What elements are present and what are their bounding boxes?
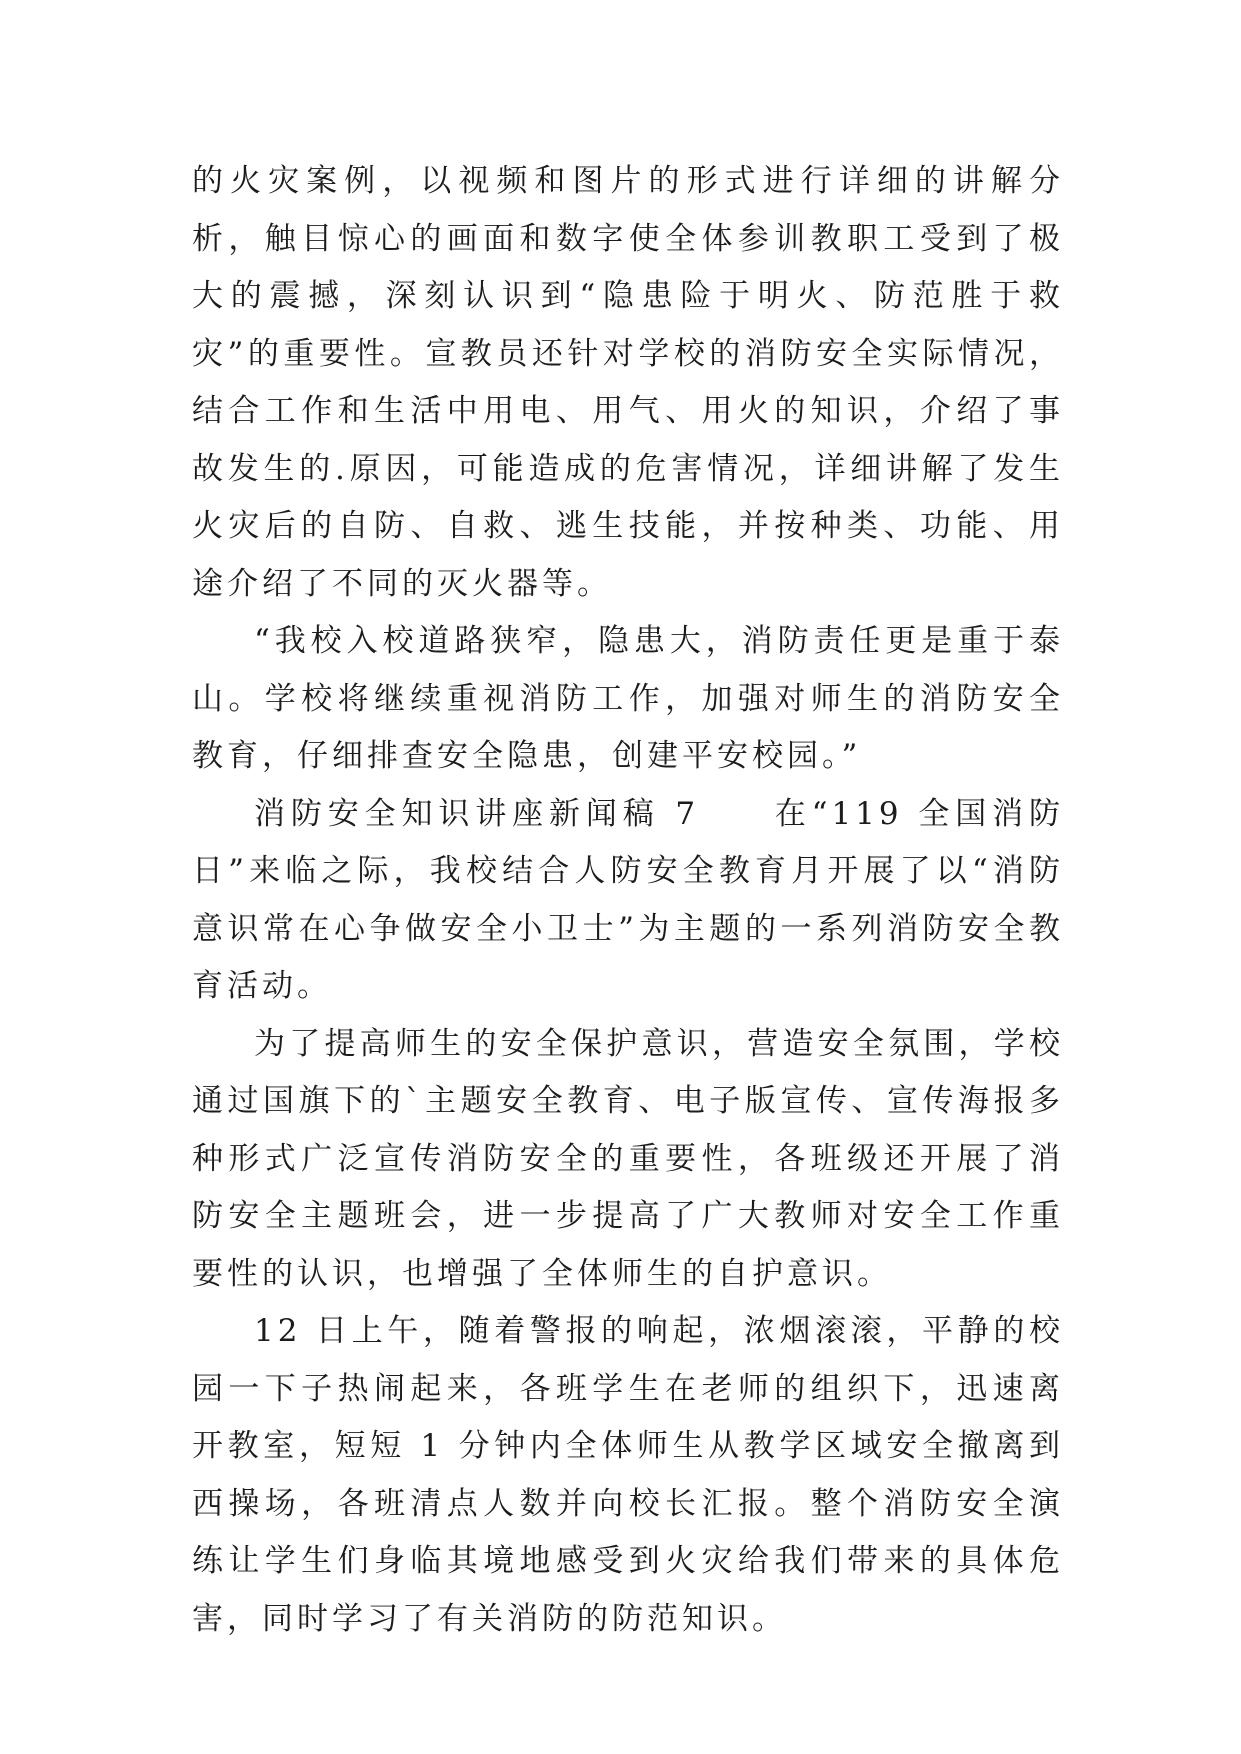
paragraph-fire-drill: 12 日上午，随着警报的响起，浓烟滚滚，平静的校园一下子热闹起来，各班学生在老师的组织下，迅速离开教室，短短 1 分钟内全体师生从教学区域安全撤离到西操场，各班清点人数并向校长汇报。整个消防安全演练让学生们身临其境地感受到火灾给我们带来的具体危害，同时学习了有关消防的防范知识。 [192, 1313, 1064, 1637]
paragraph-news-7-intro: 消防安全知识讲座新闻稿 7 在“119 全国消防日”来临之际，我校结合人防安全教育月开展了以“消防意识常在心争做安全小卫士”为主题的一系列消防安全教育活动。 [192, 795, 1064, 1004]
paragraph-principal-quote: “我校入校道路狭窄，隐患大，消防责任更是重于泰山。学校将继续重视消防工作，加强对师生的消防安全教育，仔细排查安全隐患，创建平安校园。” [192, 623, 1064, 774]
paragraph-safety-awareness: 为了提高师生的安全保护意识，营造安全氛围，学校通过国旗下的`主题安全教育、电子版宣传、宣传海报多种形式广泛宣传消防安全的重要性，各班级还开展了消防安全主题班会，进一步提高了广大教师对安全工作重要性的认识，也增强了全体师生的自护意识。 [192, 1025, 1064, 1292]
paragraph-fire-case-lecture: 的火灾案例，以视频和图片的形式进行详细的讲解分析，触目惊心的画面和数字使全体参训教职工受到了极大的震撼，深刻认识到“隐患险于明火、防范胜于救灾”的重要性。宣教员还针对学校的消防安全实际情况，结合工作和生活中用电、用气、用火的知识，介绍了事故发生的.原因，可能造成的危害情况，详细讲解了发生火灾后的自防、自救、逃生技能，并按种类、功能、用途介绍了不同的灭火器等。 [192, 163, 1064, 602]
document-body [192, 153, 1064, 1648]
